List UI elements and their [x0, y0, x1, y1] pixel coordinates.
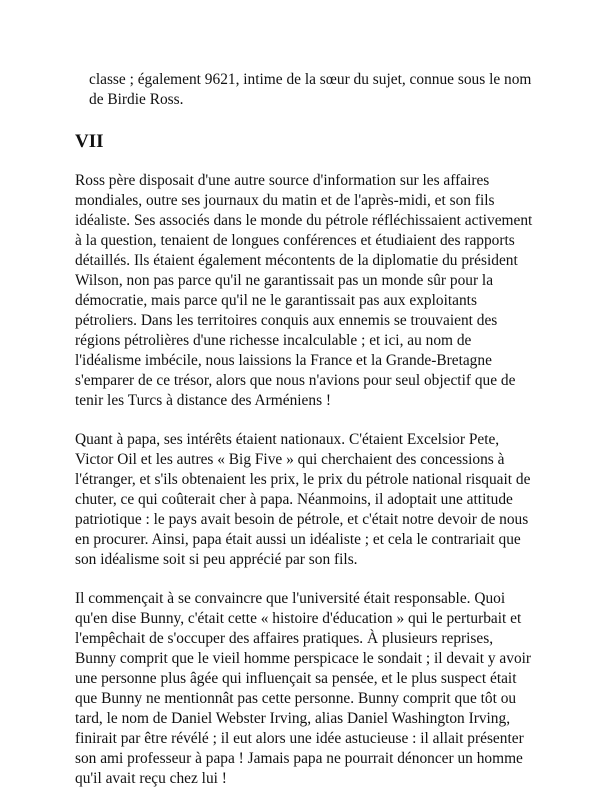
section-heading: VII — [75, 131, 104, 152]
intro-paragraph: classe ; également 9621, intime de la sœur du sujet, connue sous le nom de Birdie Ross. — [89, 71, 532, 108]
body-paragraph: Il commençait à se convaincre que l'université était responsable. Quoi qu'en dise Bunny, c'était cette « histoire d'éducation » qui le perturbait et l'empêchait de s'occuper des affaires pratiques. À plusieurs reprises, Bunny comprit que le vieil homme perspicace le sondait ; il devait y avoir une personne plus âgée qui influençait sa pensée, et le plus suspect était que Bunny ne mentionnât pas cette personne. Bunny comprit que tôt ou tard, le nom de Daniel Webster Irving, alias Daniel Washington Irving, finirait par être révélé ; il eut alors une idée astucieuse : il allait présenter son ami professeur à papa ! Jamais papa ne pourrait dénoncer un homme qu'il avait reçu chez lui ! — [75, 590, 532, 787]
document-page — [75, 70, 535, 808]
body-paragraph: Ross père disposait d'une autre source d'information sur les affaires mondiales, outre ses journaux du matin et de l'après-midi, et son fils idéaliste. Ses associés dans le monde du pétrole réfléchissaient activement à la question, tenaient de longues conférences et étudiaient des rapports détaillés. Ils étaient également mécontents de la diplomatie du président Wilson, non pas parce qu'il ne garantissait pas un monde sûr pour la démocratie, mais parce qu'il ne le garantissait pas aux exploitants pétroliers. Dans les territoires conquis aux ennemis se trouvaient des régions pétrolières d'une richesse incalculable ; et ici, au nom de l'idéalisme imbécile, nous laissions la France et la Grande-Bretagne s'emparer de ce trésor, alors que nous n'avions pour seul objectif que de tenir les Turcs à distance des Arméniens ! — [75, 172, 533, 409]
body-paragraph: Quant à papa, ses intérêts étaient nationaux. C'étaient Excelsior Pete, Victor Oil et les autres « Big Five » qui cherchaient des concessions à l'étranger, et s'ils obtenaient les prix, le prix du pétrole national risquait de chuter, ce qui coûterait cher à papa. Néanmoins, il adoptait une attitude patriotique : le pays avait besoin de pétrole, et c'était notre devoir de nous en procurer. Ainsi, papa était aussi un idéaliste ; et cela le contrariait que son idéalisme soit si peu apprécié par son fils. — [75, 431, 531, 568]
